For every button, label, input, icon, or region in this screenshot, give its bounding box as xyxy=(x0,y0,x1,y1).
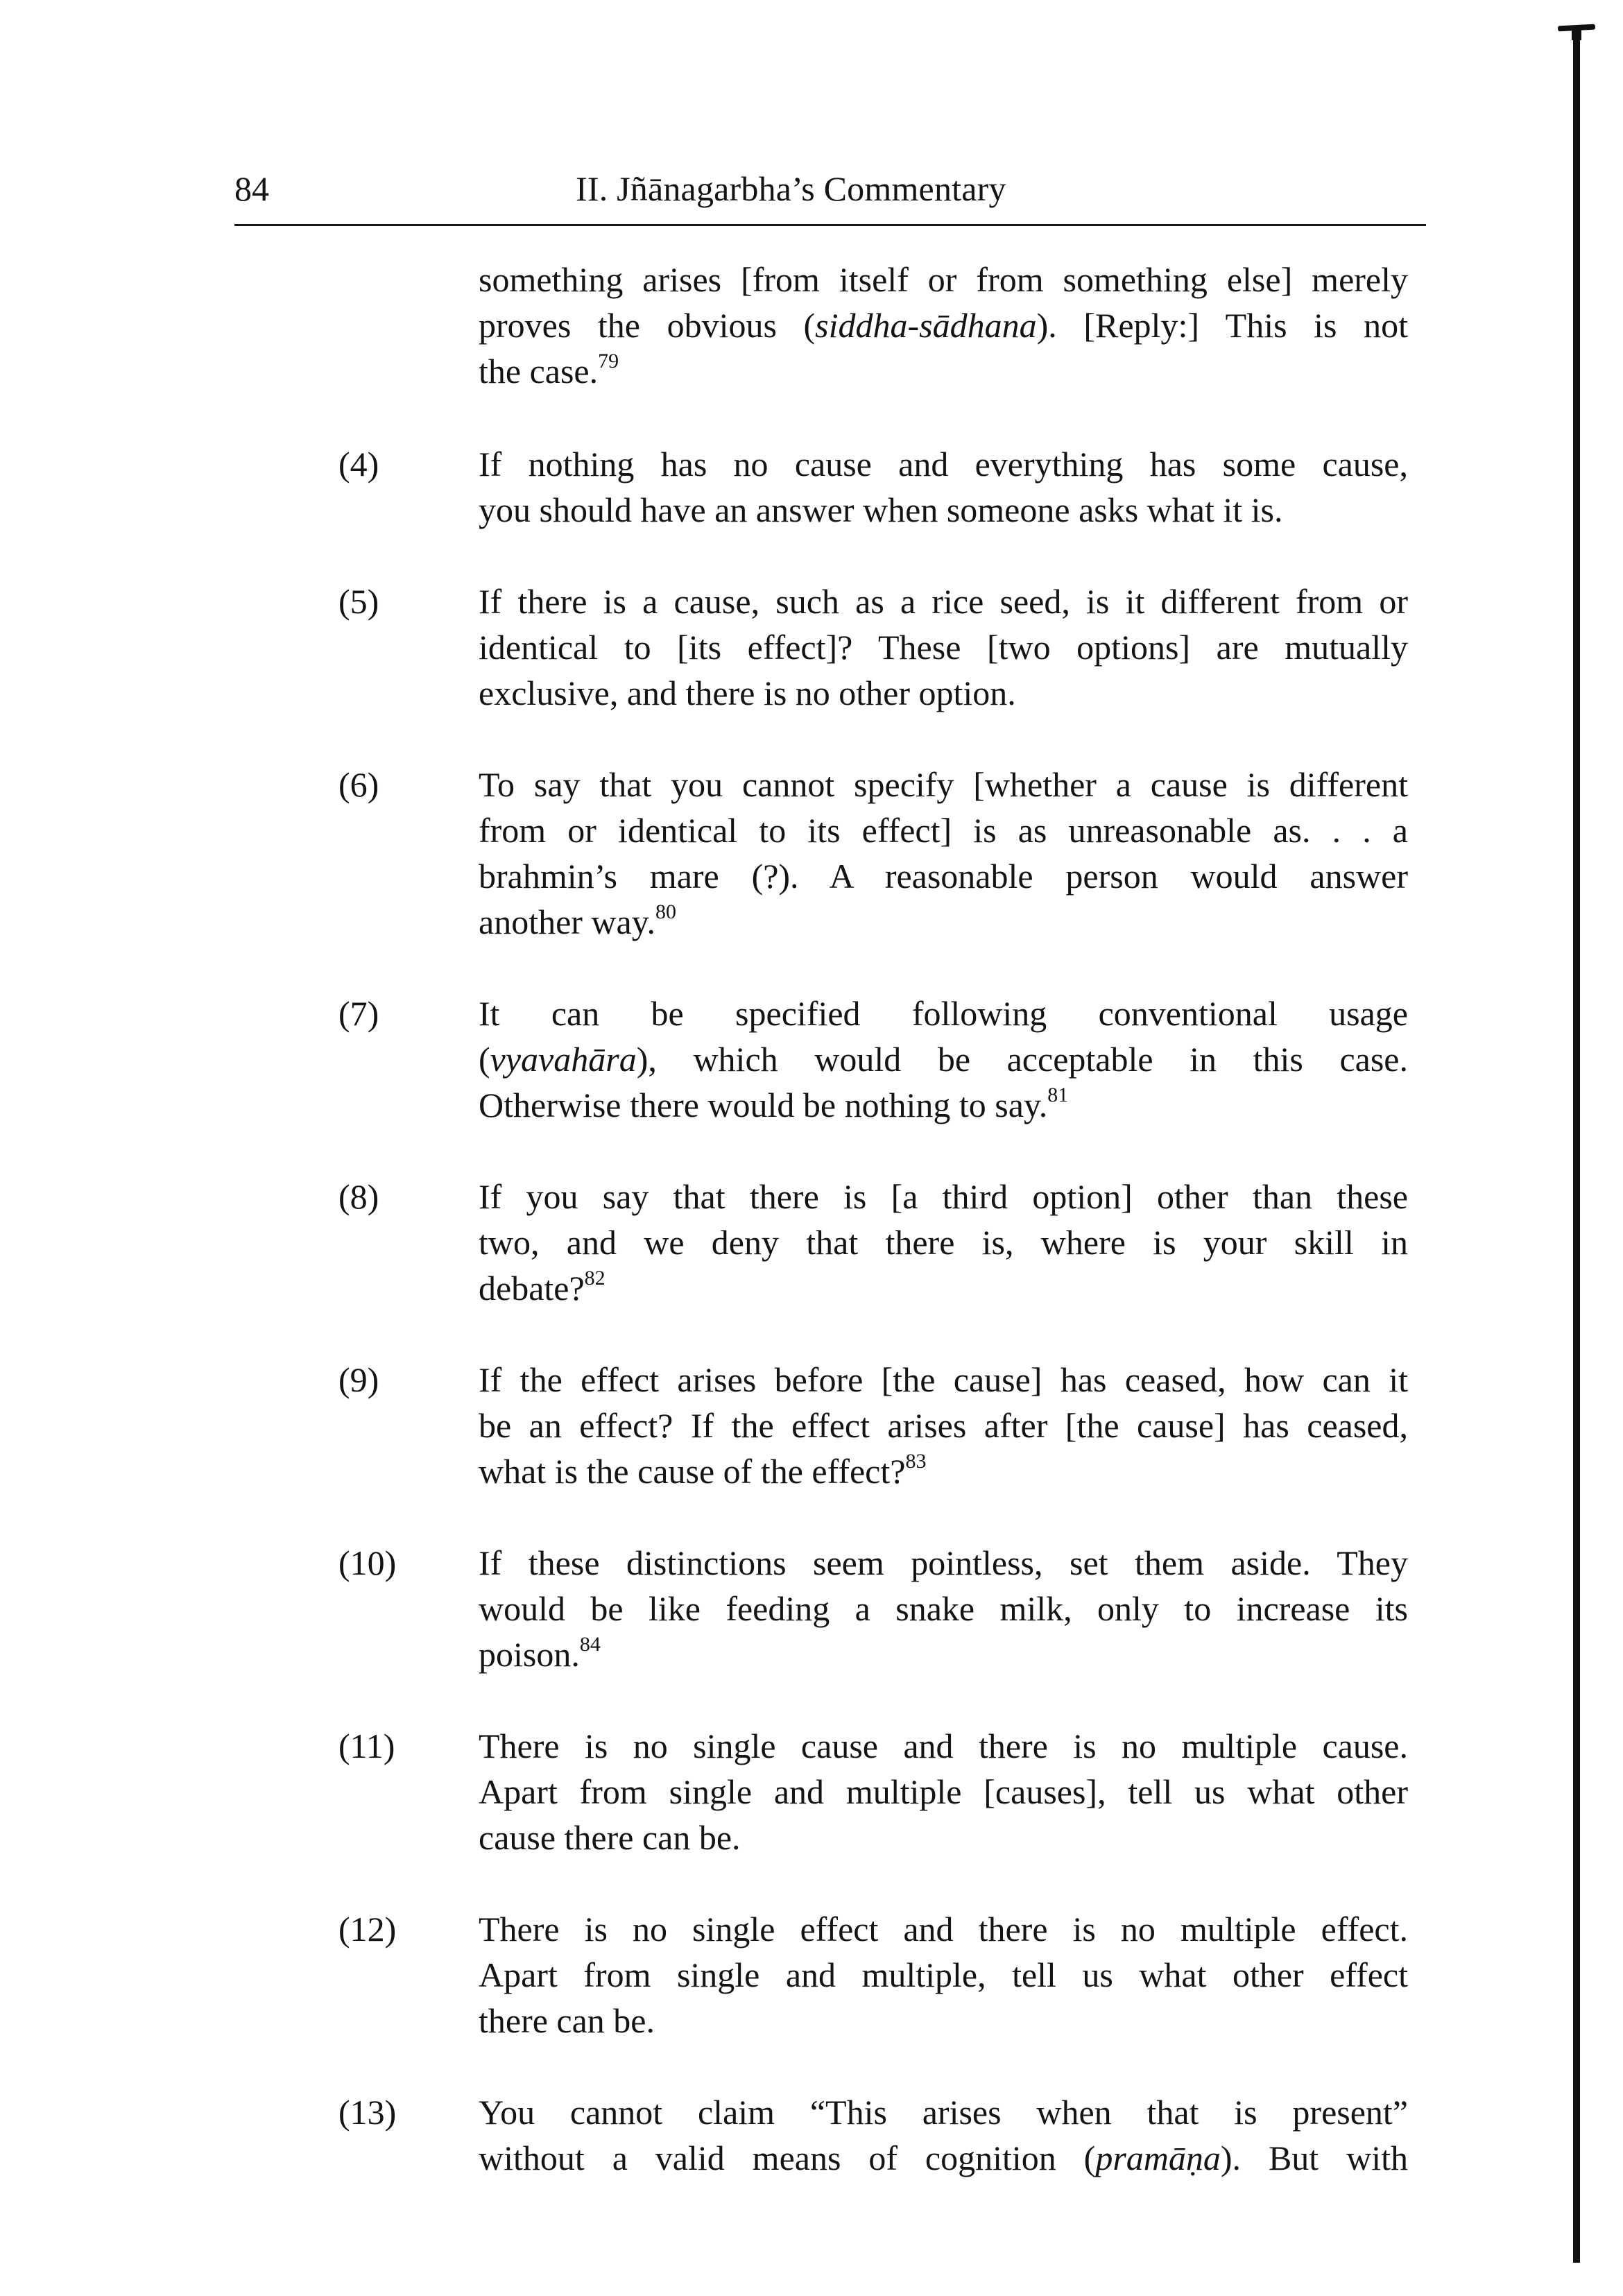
text-line: There is no single effect and there is no multiple effect. xyxy=(479,1910,1408,1948)
text-line: If the effect arises before [the cause] has ceased, how can it xyxy=(479,1360,1408,1399)
text-line: Apart from single and multiple [causes], tell us what other xyxy=(479,1772,1408,1811)
verse-number: (8) xyxy=(338,1177,379,1216)
text-line: If there is a cause, such as a rice seed, is it different from or xyxy=(479,582,1408,621)
running-title: II. Jñānagarbha’s Commentary xyxy=(576,169,1006,208)
footnote-marker: 81 xyxy=(1047,1083,1069,1107)
text-line: would be like feeding a snake milk, only to increase its xyxy=(479,1589,1408,1628)
footnote-marker: 79 xyxy=(598,350,619,373)
text-line: Otherwise there would be nothing to say.$^{81}$ xyxy=(479,1083,1069,1124)
text-line: two, and we deny that there is, where is your skill in xyxy=(479,1223,1408,1262)
text-line: debate?$^{82}$ xyxy=(479,1267,606,1308)
text-line: poison.$^{84}$ xyxy=(479,1633,601,1674)
text-line: from or identical to its effect] is as unreasonable as. . . a xyxy=(479,811,1408,850)
text-line: cause there can be. xyxy=(479,1818,741,1857)
verse-number: (7) xyxy=(338,994,379,1033)
text-line: identical to [its effect]? These [two options] are mutually xyxy=(479,628,1408,667)
text-line: There is no single cause and there is no multiple cause. xyxy=(479,1727,1408,1765)
text-line: proves the obvious (siddha-sādhana). [Reply:] This is not xyxy=(479,306,1408,345)
page-edge-bar xyxy=(1573,36,1580,2263)
text-line: If these distinctions seem pointless, set them aside. They xyxy=(479,1543,1408,1582)
text-line: the case.$^{79}$ xyxy=(479,350,619,391)
text-line: brahmin’s mare (?). A reasonable person would answer xyxy=(479,857,1408,896)
text-line: Apart from single and multiple, tell us what other effect xyxy=(479,1955,1408,1994)
term-siddha-sadhana: siddha-sādhana xyxy=(815,306,1037,345)
text-line: If you say that there is [a third option] other than these xyxy=(479,1177,1408,1216)
text-line: If nothing has no cause and everything has some cause, xyxy=(479,445,1408,483)
verse-number: (13) xyxy=(338,2093,397,2132)
verse-number: (6) xyxy=(338,765,379,804)
text-line: exclusive, and there is no other option. xyxy=(479,674,1016,712)
text-line: (vyavahāra), which would be acceptable in this case. xyxy=(479,1040,1408,1079)
footnote-marker: 82 xyxy=(584,1267,606,1290)
footnote-marker: 80 xyxy=(655,900,676,924)
verse-number: (11) xyxy=(338,1727,395,1765)
term-pramana: pramāṇa xyxy=(1095,2139,1221,2177)
verse-number: (9) xyxy=(338,1360,379,1399)
text-line: be an effect? If the effect arises after [the cause] has ceased, xyxy=(479,1406,1408,1445)
text-line: what is the cause of the effect?$^{83}$ xyxy=(479,1450,927,1491)
text-line: another way.$^{80}$ xyxy=(479,900,676,941)
header-rule xyxy=(234,224,1426,226)
verse-number: (5) xyxy=(338,582,379,621)
text-line: It can be specified following conventional usage xyxy=(479,994,1408,1033)
page-number: 84 xyxy=(234,169,269,208)
verse-number: (12) xyxy=(338,1910,397,1948)
text-line: there can be. xyxy=(479,2001,655,2040)
text-line: To say that you cannot specify [whether a cause is different xyxy=(479,765,1408,804)
verse-number: (4) xyxy=(338,445,379,483)
term-vyavahara: vyavahāra xyxy=(490,1040,637,1079)
footnote-marker: 84 xyxy=(579,1633,601,1656)
text-line: without a valid means of cognition (pramāṇa). But with xyxy=(479,2139,1408,2177)
verse-number: (10) xyxy=(338,1543,397,1582)
text-line: something arises [from itself or from something else] merely xyxy=(479,260,1408,299)
text-line: you should have an answer when someone asks what it is. xyxy=(479,490,1283,529)
text-line: You cannot claim “This arises when that is present” xyxy=(479,2093,1408,2132)
footnote-marker: 83 xyxy=(905,1450,927,1473)
